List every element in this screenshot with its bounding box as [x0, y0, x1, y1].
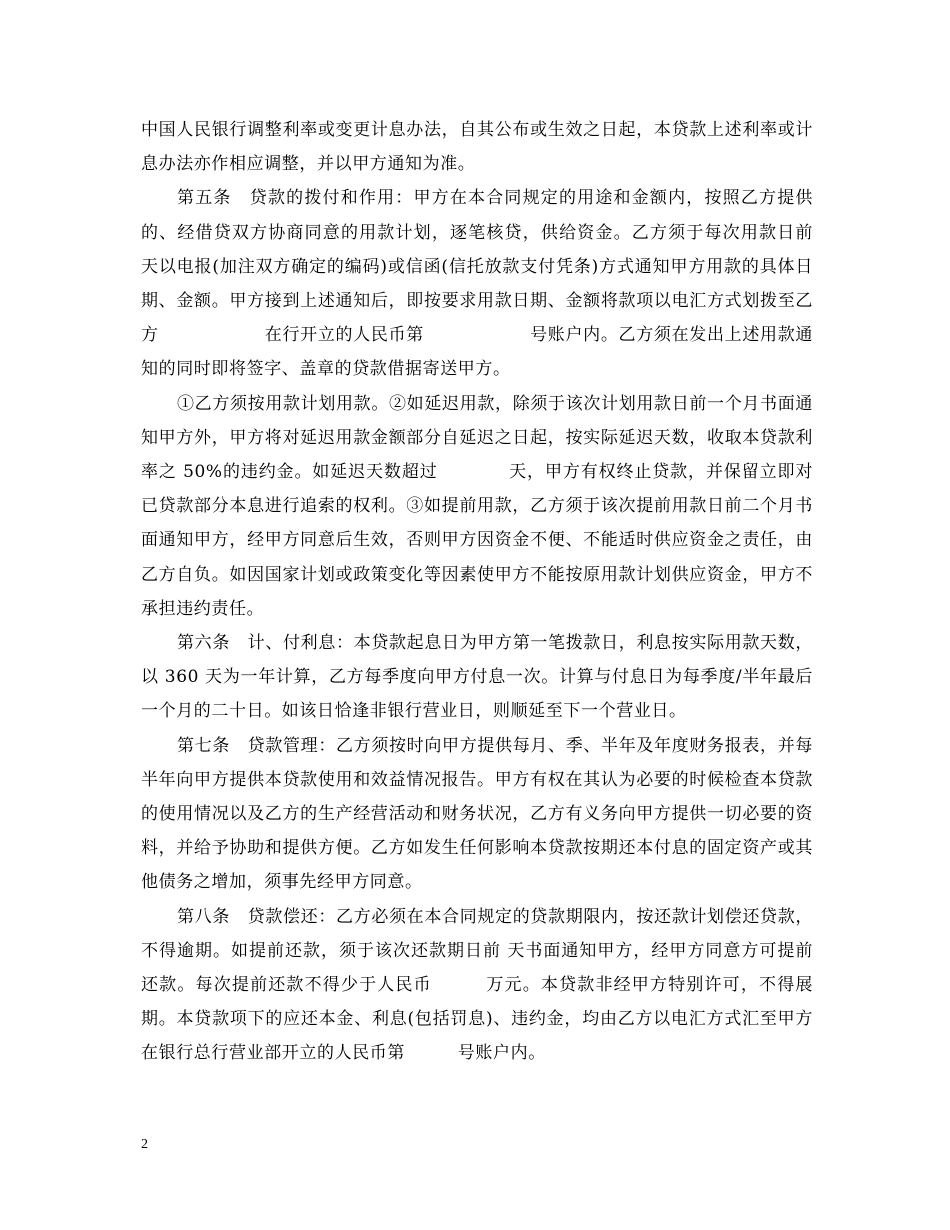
paragraph-article-5: 第五条 贷款的拨付和作用：甲方在本合同规定的用途和金额内，按照乙方提供的、经借贷双方协商同意的用款计划，逐笔核贷，供给资金。乙方须于每次用款日前 天以电报(加注双方确定的编码)或信函(信托放款支付凭条)方式通知甲方用款的具体日期、金额。甲方接到上述通知后，即按要求用款日期、金额将款项以电汇方式划拨至乙方 在行开立的人民币第 号账户内。乙方须在发出上述用款通知的同时即将签字、盖章的贷款借据寄送甲方。	[141, 188, 820, 380]
paragraph-continuation: 中国人民银行调整利率或变更计息办法，自其公布或生效之日起，本贷款上述利率或计息办法亦作相应调整，并以甲方通知为准。	[141, 120, 813, 175]
paragraph-article-5-items: ①乙方须按用款计划用款。②如延迟用款，除须于该次计划用款日前一个月书面通知甲方外，甲方将对延迟用款金额部分自延迟之日起，按实际延迟天数，收取本贷款利率之 50%的违约金。如延迟天数超过 天，甲方有权终止贷款，并保留立即对已贷款部分本息进行追索的权利。③如提前用款，乙方须于该次提前用款日前二个月书面通知甲方，经甲方同意后生效，否则甲方因资金不便、不能适时供应资金之责任，由乙方自负。如因国家计划或政策变化等因素使甲方不能按原用款计划供应资金，甲方不承担违约责任。	[141, 393, 813, 619]
document-body	[141, 113, 820, 1071]
paragraph-article-7: 第七条 贷款管理：乙方须按时向甲方提供每月、季、半年及年度财务报表，并每半年向甲方提供本贷款使用和效益情况报告。甲方有权在其认为必要的时候检查本贷款的使用情况以及乙方的生产经营活动和财务状况，乙方有义务向甲方提供一切必要的资料，并给予协助和提供方便。乙方如发生任何影响本贷款按期还本付息的固定资产或其他债务之增加，须事先经甲方同意。	[141, 735, 813, 893]
paragraph-article-6: 第六条 计、付利息：本贷款起息日为甲方第一笔拨款日，利息按实际用款天数，以 360 天为一年计算，乙方每季度向甲方付息一次。计算与付息日为每季度/半年最后一个月的二十日。如该日恰逢非银行营业日，则顺延至下一个营业日。	[141, 633, 813, 722]
page-number: 2	[141, 1137, 148, 1152]
paragraph-article-8: 第八条 贷款偿还：乙方必须在本合同规定的贷款期限内，按还款计划偿还贷款，不得逾期。如提前还款，须于该次还款期日前 天书面通知甲方，经甲方同意方可提前还款。每次提前还款不得少于人民币 万元。本贷款非经甲方特别许可，不得展期。本贷款项下的应还本金、利息(包括罚息)、违约金，均由乙方以电汇方式汇至甲方在银行总行营业部开立的人民币第 号账户内。	[141, 906, 813, 1064]
